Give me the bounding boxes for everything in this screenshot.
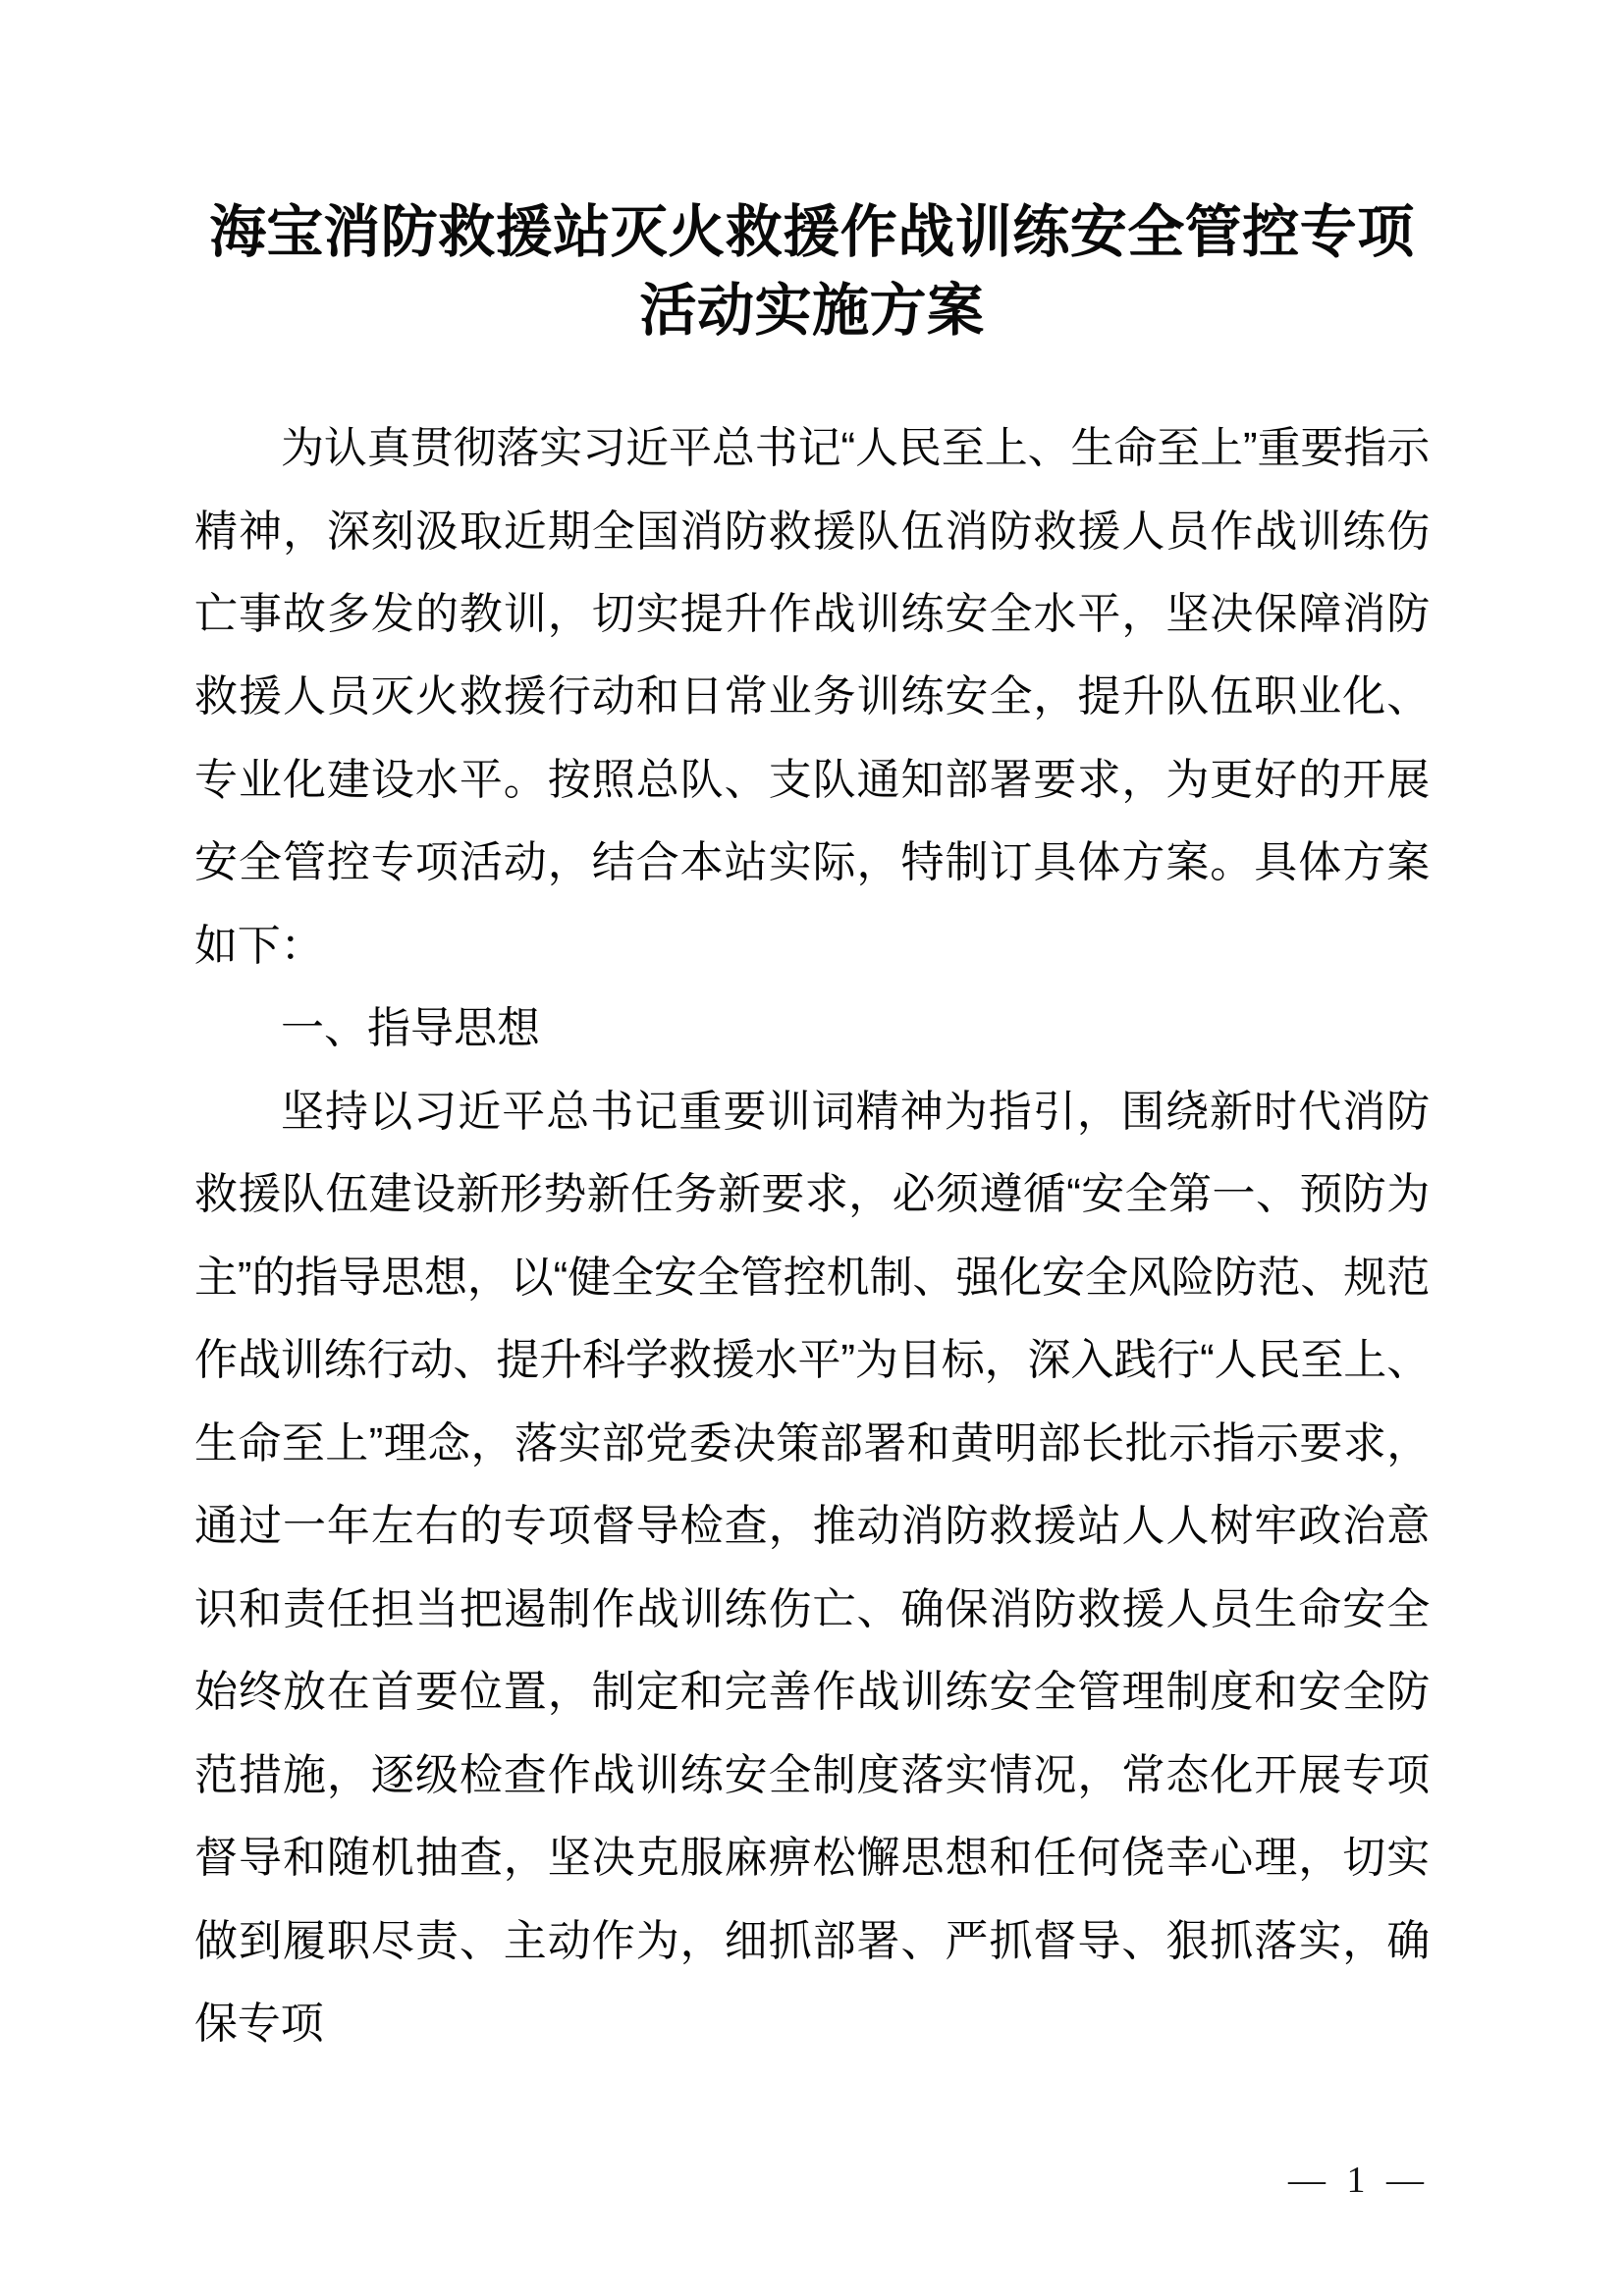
page-title <box>194 192 1430 350</box>
page-title-rest: 消防救援站灭火救援作战训练安全管控专项活动实施方案 <box>323 200 1415 344</box>
document-content <box>194 192 1430 2065</box>
page-number-footer: — 1 — <box>1288 2160 1430 2201</box>
section-heading-1: 一、指导思想 <box>281 1004 540 1053</box>
paragraph-section-1-body: 坚持以习近平总书记重要训词精神为指引，围绕新时代消防救援队伍建设新形势新任务新要求，必须遵循“安全第一、预防为主”的指导思想，以“健全安全管控机制、强化安全风险防范、规范作战训练行动、提升科学救援水平”为目标，深入践行“人民至上、生命至上”理念，落实部党委决策部署和黄明部长批示指示要求，通过一年左右的专项督导检查，推动消防救援站人人树牢政治意识和责任担当把遏制作战训练伤亡、确保消防救援人员生命安全始终放在首要位置，制定和完善作战训练安全管理制度和安全防范措施，逐级检查作战训练安全制度落实情况，常态化开展专项督导和随机抽查，坚决克服麻痹松懈思想和任何侥幸心理，切实做到履职尽责、主动作为，细抓部署、严抓督导、狠抓落实，确保专项 <box>194 1087 1430 2048</box>
page-title-lead: 海宝 <box>209 198 324 265</box>
paragraph-intro: 为认真贯彻落实习近平总书记“人民至上、生命至上”重要指示精神，深刻汲取近期全国消防救援队伍消防救援人员作战训练伤亡事故多发的教训，切实提升作战训练安全水平，坚决保障消防救援人员灭火救援行动和日常业务训练安全，提升队伍职业化、专业化建设水平。按照总队、支队通知部署要求，为更好的开展安全管控专项活动，结合本站实际，特制订具体方案。具体方案如下： <box>194 424 1430 970</box>
